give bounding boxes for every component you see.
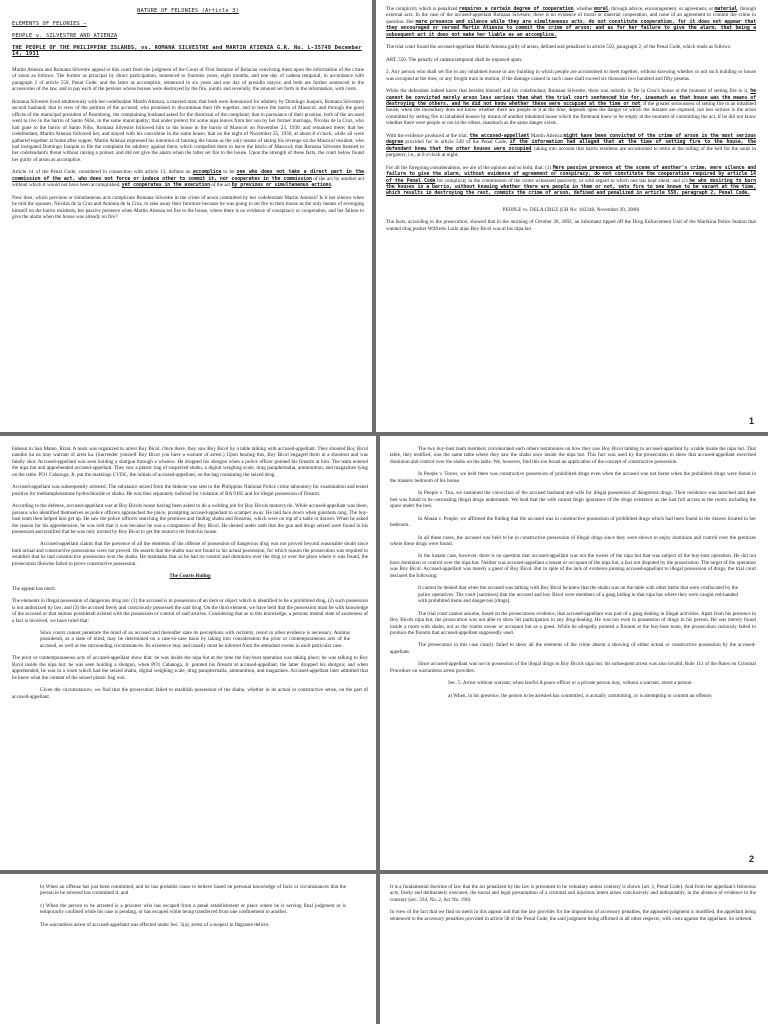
emphasis: moral: [594, 6, 609, 12]
emphasis: yet cooperates in the execution: [121, 182, 210, 189]
document-page-1: [0, 0, 768, 432]
text-run: of the act by another act without which it would not have been accomplished,: [12, 175, 364, 189]
block-quote: c) When the person to be arrested is a prisoner who has escaped from a penal establishment or place where he is serving final judgment or is temporarily confined while his case is pending, or has escaped while being transferred from one confinement to another.: [40, 902, 346, 916]
text-run: for complicity in the commission of the crime witnessed passively, or with regard to which one has kept silent; and (2): [435, 177, 690, 184]
paragraph: It is a fundamental doctrine of law that the act penalized by the law is presumed to be voluntary unless contrary is shown (art. 1, Penal Code). And from the appellant's felonious acts, freely and deliberately executed, the moral and legal presumption of a criminal and injurious intent arises conclusively and indisputably, in the absence of evidence to the contrary (sec. 334, No. 2, Act No. 190).: [390, 884, 756, 903]
paragraph: The two buy-bust team members corroborated each others testimonies on how they saw Boy Bicol talking to accused-appellant by a table inside the nipa hut. That table, they testified, was the same table where they saw the shabu once inside the nipa hut. This fact was used by the prosecution to show that accused-appellant exercised dominion and control over the shabu on the table. We, however, find this too broad an application of the concept of constructive possession.: [390, 446, 756, 465]
paragraph: [386, 6, 756, 38]
paragraph: In view of the fact that we find no merit in this appeal and that the law provides for the imposition of accessory penalties, the appealed judgment is modified, the appellant being sentenced to the accessory penalties provided in article 58 of the Penal Code, the said judgment being affirmed in all other respects, with costs against the appellant. So ordered.: [390, 909, 756, 922]
emphasis: he who desiring to burn the houses in a barrio, without knowing whether there are people in them or not, sets fire to one known to be vacant at the time, which results in destroying the rest, commits the crime of: [386, 177, 757, 197]
paragraph: In People v. Torres, we held there was constructive possession of prohibited drugs even when the accused was not home when the prohibited drugs were found in the masters bedroom of his house.: [390, 471, 756, 484]
page2-right-column: [380, 436, 768, 705]
paragraph: Accused-appellant was subsequently arrested. The substance seized from the hideout was sent to the Philippine National Police crime laboratory for examination and tested positive for methamphetamine hydrochloride or shabu. He was thus separately indicted for violation of RA 9165 and for illegal possession of firearm.: [12, 484, 368, 497]
paragraph: The warrantless arrest of accused-appellant was effected under Sec. 5(a), arrest of a suspect in flagrante delicto.: [40, 921, 270, 928]
block-quote: Since courts cannot penetrate the mind of an accused and thereafter state its perceptions with certainty, resort to other evidence is necessary. Animus possidendi, as a state of mind, may be determined on a case-to-case basis by taking into consideration the prior or contemporaneous acts of the accused, as well as the surrounding circumstances. Its existence may and usually must be inferred from the attendant events in each particular case.: [40, 629, 350, 649]
page-number: 2: [748, 854, 754, 864]
paragraph: In the instant case, however, there is no question that accused-appellant was not the owner of the nipa hut that was subject of the buy-bust operation. He did not have dominion or control over the nipa hut. Neither was accused-appellant a tenant or occupant of the nipa hut, a fact not disputed by the prosecution. The target of the operation was Boy Bicol. Accused-appellant was merely a guest of Boy Bicol. But in spite of the lack of evidence pinning accused-appellant to illegal possession of drugs, the trial court declared the following:: [390, 553, 756, 579]
paragraph: Given the circumstances, we find that the prosecution failed to establish possession of the shabu, whether in its actual or constructive sense, on the part of accused-appellant.: [12, 687, 368, 700]
text-run: With the evidence produced at the trial,: [386, 132, 470, 139]
paragraph: Now then, which previous or simultaneous acts complicate Romana Silvestre in the crime of arson committed by her codefendant Martin Atienza? Is it her silence when he told the spouses, Nicolas de la Cruz and Antonia de la Cruz, to take away their furniture because he was going to set fire to their house as the only means of revenging himself on the barrio residents, her passive presence when Martin Atienza set fire to the house, where there is no evidence of conspiracy or cooperation, and her failure to give the alarm when the house was already on fire?: [12, 194, 364, 221]
text-run: provided for in article 549 of the Penal Code,: [403, 139, 510, 146]
emphasis: accomplice: [192, 169, 222, 176]
paragraph: Romana Silvestre lived adulterously with her codefendant Martin Atienza, a married man; that both were denounced for adultery by Domingo Joaquin, Romana Silvestre's second husband; that in view of the petition of the accused, who promised to discontinue their life together, and to leave the barrio of Masocol, and through the good offices of the municipal president of Paombong, the complaining husband asked for the dismissal of the complaint; that in pursuance of their promise, both of the accused went to live in the barrio of Santo Niño, in the same municipality; that under pretext for some nipa leaves from her son by her former marriage, Nicolas de la Cruz, who had gone to the barrio of Santo Niño, Romana Silvestre followed him to his house in the barrio of Masocol on November 23, 1930, and remained there; that her codefendant, Martin Atienza followed her, and stayed with his concubine in the same house; that on the night of November 25, 1930, at about 8 o'clock, while all were gathered together at home after supper, Martin Atienza expressed his intention of burning the house as the only means of taking his revenge on the Masocol resident, who had instigated Domingo Joaquin to file the complaint for adultery against them, which compelled them to leave the barrio of Masocol; that Romana Silvestre listened to her codefendant's threat without raising a protest, and did not give the alarm when the latter set fire to the house. Upon the strength of these facts, the court below found her guilty of arson as accomplice.: [12, 98, 364, 163]
text-run: .: [331, 182, 333, 189]
text-run: While the defendant indeed knew that besides himself and his codefendant, Romana Silvestre, there was nobody in De la Cruz's house at the moment of setting fire to it,: [386, 88, 751, 95]
case-full-title: THE PEOPLE OF THE PHILIPPINE ISLANDS, vs. ROMANA SILVESTRE and MARTIN ATIENZA G.R. No. L-35748 December 14, 1931: [12, 44, 362, 58]
case-short-title: PEOPLE v. SILVESTRE AND ATIENZA: [12, 33, 118, 40]
page-number: 1: [748, 416, 754, 426]
section-heading: The Courts Ruling: [169, 573, 211, 580]
document-page-3: [0, 874, 768, 1024]
block-quote: a) When, in his presence, the person to be arrested has committed, is actually committing, or is attempting to commit an offense;: [448, 692, 713, 699]
paragraph: According to the defense, accused-appellant was at Boy Bicols house having been asked to do a welding job for Boy Bicols motorcycle. While accused-appellant was there, persons who identified themselves as police officers approached the place, prompting accused-appellant to scamper away. He laid face down when gunshots rang. The buy-bust team then helped him get up. He saw the police officers searching the premises and finding shabu and firearms, which were on top of a table or drawer. When he asked the reason for his apprehension, he was told that it was because he was a companion of Boy Bicol. He denied under oath that the gun and drugs seized were found in his possession and testified that he was only invited by Boy Bicol to get the motorcycle from his house.: [12, 503, 368, 535]
text-run: . If the greater seriousness of setting fire to an inhabited house, when the incendiary does not know whether there are people in it at the time, depends upon the danger to which the inmates are exposed, not less serious is the arson committed by setting fire to inhabited houses by means of another inhabited house which the firebrand knew to be empty at the moment of committing the act, if he did not know whether there were people or not in the others, inasmuch as the same danger exists.: [386, 100, 756, 127]
text-run: , through external acts. In the case of the accused-appellant Romana Silvestre, there is no evidence of moral or material cooperation, and none of an agreement to commit the crime in question. Her: [386, 6, 757, 25]
emphasis: arson: [550, 190, 569, 197]
paragraph: Accused-appellant claims that the presence of all the elements of the offense of possession of dangerous drug was not proved beyond reasonable doubt since both actual and constructive possessions were not proved. He asserts that the shabu was not found in his actual possession, for which reason the prosecution was required to establish that he had constructive possession over the shabu. He maintains that as he had no control and dominion over the drug or over the place where it was found, the prosecution likewise failed to prove constructive possession.: [12, 541, 368, 567]
emphasis: mere presence and silence while they are simultaneous acts, do not constitute cooperation, for it does not appear that they encouraged or nerved Martin Atienza to commit the crime of arson; and as for her failure to give the alarm, that being a subsequent act it does not make her liable as an accomplice.: [386, 18, 756, 38]
page1-left-column: [0, 0, 372, 226]
block-quote: It cannot be denied that when the accused was talking with Boy Bicol he knew that the shabu was on the table with other items that were confiscated by the police operatives. The court [surmises] that the accused and boy Bicol were members of a gang hiding in that nipa hut where they were caught red-handed with prohibited items and dangerous [drugs].: [418, 585, 738, 605]
emphasis: one who does not take a direct part in the commission of the act, who does not force or induce other to commit it, nor cooperates in the commission: [12, 169, 364, 182]
emphasis: if the information had alleged that at the time of setting fire to the house, the defendant knew that the other houses were occupied: [386, 139, 756, 152]
block-quote: Sec. 5. Arrest without warrant; when lawful.A peace officer or a private person may, without a warrant, arrest a person:: [448, 680, 693, 687]
text-run: to be: [221, 169, 237, 176]
emphasis: , defined and penalized in article 550, paragraph 2, Penal Code.: [568, 190, 751, 197]
text-run: The complicity which is penalized: [386, 6, 459, 12]
page2-left-column: [0, 436, 376, 706]
paragraph: ART. 550. The penalty of cadena temporal shall be imposed upon:: [386, 56, 523, 63]
emphasis: material: [714, 6, 738, 12]
text-run: , whether: [573, 6, 595, 12]
paragraph: 2. Any person who shall set fire to any inhabited house or any building in which people are accustomed to meet together, without knowing whether or not such building or house was occupied at the time, or any freight train in motion, if the damage caused in such cases shall exceed six thousand two hundred and fifty pesetas.: [386, 69, 756, 82]
paragraph: The appeal has merit.: [12, 585, 57, 592]
emphasis: he cannot be convicted merely arson less serious than what the trial court sentenced him for, inasmuch as that house was the means of destroying the others, and he did not know whether these were occupied at the time or not: [386, 88, 756, 107]
paragraph: In People v. Tira, we sustained the conviction of the accused husband and wife for illegal possession of dangerous drugs. Their residence was searched and their bed was found to be concealing illegal drugs underneath. We held that the wife cannot feign ignorance of the drugs existence as she had full access to the room, including the space under the bed.: [390, 490, 756, 510]
document-page-2: [0, 436, 768, 870]
emphasis: might have been convicted of the crime of arson in the most serious degree: [386, 132, 757, 146]
paragraph: The prior or contemporaneous acts of accused-appellant show that: he was inside the nipa hut at the time the buy-bust operation was taking place; he was talking to Boy Bicol inside the nipa hut; he was seen holding a shotgun, when PO1 Calanoga, Jr. pointed his firearm at accused-appellant, the latter dropped his shotgun; and when apprehended, he was in a room which had the seized shabu, digital weighing scale, drug paraphernalia, ammunition, and magazines. Accused-appellant later admitted that he knew what the content of the seized plastic bag was.: [12, 655, 368, 681]
paragraph: The elements in illegal possession of dangerous drug are: (1) the accused is in possession of an item or object which is identified to be a prohibited drug, (2) such possession is not authorized by law; and (3) the accused freely and consciously possessed the said drug. On the third element, we have held that the possession must be with knowledge of the accused or that animus possidendi existed with the possession or control of said articles. Considering that as to this knowledge, a persons mental state of awareness of a fact is involved, we have ruled that:: [12, 598, 368, 624]
text-run: , taking into account that barrio residents are accustomed to retire at the tolling of the bell for the souls in purgatory, i.e., at 8 o'clock at night.: [386, 145, 756, 159]
text-run: of the act: [209, 182, 232, 189]
paragraph: Since accused-appellant was not in possession of the illegal drugs in Boy Bicols nipa hut, his subsequent arrest was also invalid. Rule 113 of the Rules on Criminal Procedure on warrantless arrest provides:: [390, 661, 756, 674]
paragraph: The trial court found the accused-appellant Martin Atienza guilty of arson, defined and penalized in article 550, paragraph 2, of the Penal Code, which reads as follows:: [386, 44, 732, 51]
paragraph: The prosecution in this case clearly failed to show all the elements of the crime absent a showing of either actual or constructive possession by the accused-appellant.: [390, 642, 756, 655]
paragraph: Martin Atienza and Romana Silvestre appeal to this court from the judgment of the Court of First Instance of Bulacan convicting them upon the information of the crime of arson as follows: The former as principal by direct participation, sentenced to fourteen years, eight months, and one day of cadena temporal, in accordance with paragraph 2 of article 550, Penal Code; and the latter as accomplice, sentenced to six years and one day of presidio mayor; and both are further sentenced to the accessories of the law, and to pay each of the persons whose houses were destroyed by the fire, jointly and severally, the amount set forth in the information, with costs.: [12, 66, 364, 93]
emphasis: requires a certain degree of cooperation: [458, 6, 574, 12]
page1-right-column: [376, 0, 768, 238]
text-run: Martin Atienza: [529, 132, 564, 139]
paragraph: [12, 169, 364, 188]
block-quote: b) When an offense has just been committed, and he has probable cause to believe based on personal knowledge of facts or circumstances that the person to be arrested has committed it; and: [40, 884, 346, 897]
text-run: Article 14 of the Penal Code, considered in connection with article 13, defines an: [12, 169, 193, 176]
page3-left-column: [0, 874, 372, 934]
text-run: For all the foregoing considerations, we are of the opinion and so hold, that: (1): [386, 164, 553, 171]
paragraph: In Abuan v. People, we affirmed the finding that the accused was in constructive possession of prohibited drugs which had been found in the drawer located in her bedroom.: [390, 515, 756, 529]
paragraph: [386, 133, 756, 159]
emphasis: the accused-appellant: [469, 132, 530, 139]
section-title: NATURE OF FELONIES (Article 3): [137, 8, 239, 14]
page3-right-column: [380, 874, 768, 928]
paragraph: hideout in San Mateo, Rizal. A team was organized to arrest Boy Bicol. Once there, they saw Boy Bicol by a table talking with accused-appellant. They shouted Boy Bicol nandito ka na may warrant of arest ka. (Surrender yourself Boy Bicol you have a warrant of arrest.) Upon hearing this, Boy Bicol engaged them in a shootout and was fatally shot. Accused-appellant was seen holding a shotgun through a window. He dropped his shotgun when a police officer pointed his firearm at him. The team entered the nipa hut and apprehended accused-appellant. They saw a plastic bag of suspected shabu, a digital weighing scale, drug paraphernalia, ammunition, and magazines lying on the table. PO1 Calanoga, Jr. put the markings CVDC, the initials of accused-appellant, on the bag containing the seized drug.: [12, 446, 368, 478]
paragraph: The facts, according to the prosecution, showed that in the morning of October 20, 2002, an informant tipped off the Drug Enforcement Unit of the Marikina Police Station that wanted drug pusher Wilfredo Loilo alias Boy Bicol was at his nipa hut: [386, 219, 756, 232]
paragraph: In all these cases, the accused was held to be in constructive possession of illegal drugs since they were shown to enjoy dominion and control over the premises where these drugs were found.: [390, 534, 756, 547]
emphasis: Mere passive presence at the scene of another's crime, mere silence and failure to give the alarm, without evidence of agreement or conspiracy, do not constitute the cooperation required by article 14 of the Penal Code: [386, 164, 756, 184]
paragraph: [386, 88, 756, 127]
paragraph: [386, 165, 756, 197]
case-heading: PEOPLE vs. DELA CRUZ (GR No: 182348, November 20, 2008): [502, 206, 640, 213]
paragraph: The trial court cannot assume, based on the prosecutions evidence, that accused-appellant was part of a gang dealing in illegal activities. Apart from his presence in Boy Bicols nipa hut, the prosecution was not able to show his participation in any drug-dealing. He was not even in possession of drugs in his person. He was merely found inside a room with shabu, not as the rooms owner or occupant but as a guest. While he allegedly pointed a firearm at the buy-bust team, the prosecution curiously failed to produce the firearm that accused-appellant supposedly used.: [390, 610, 756, 636]
section-heading: ELEMENTS OF FELONIES —: [12, 20, 87, 27]
text-run: , through advice, encouragement, or agreement, or: [608, 6, 715, 12]
emphasis: by previous or simultaneous actions: [231, 182, 332, 189]
